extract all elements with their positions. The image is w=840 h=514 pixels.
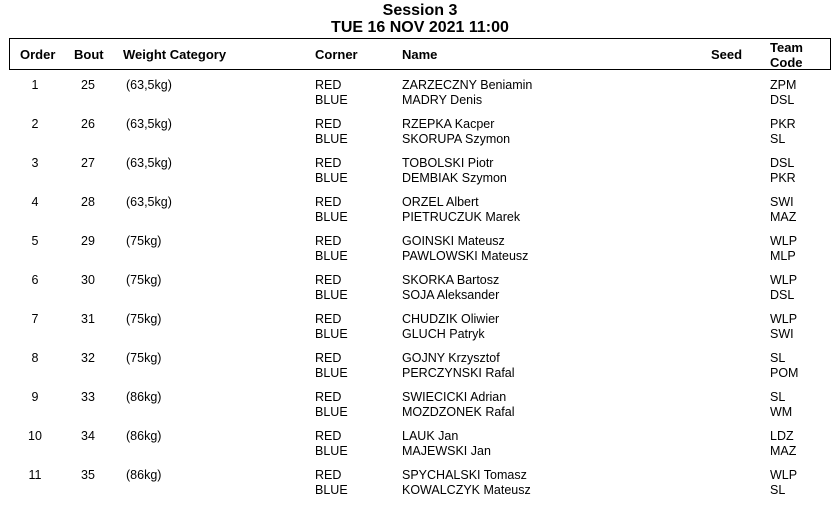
bout-order: 5 [31,234,39,248]
athlete-name-red: ZARZECZNY Beniamin [402,78,533,92]
table-row [0,351,840,383]
corner-red: RED [315,234,342,248]
column-header-seed: Seed [711,47,743,62]
bout-order: 2 [31,117,39,131]
column-header-team-code [770,40,803,70]
team-code-red: WLP [770,312,798,326]
corner-blue: BLUE [315,327,348,341]
corner-red: RED [315,195,342,209]
team-code-red: WLP [770,468,798,482]
athlete-name-red: CHUDZIK Oliwier [402,312,500,326]
bout-number: 33 [81,390,95,404]
team-code-blue: MLP [770,249,796,263]
team-code-red: WLP [770,234,798,248]
athlete-name-blue: MADRY Denis [402,93,483,107]
corner-red: RED [315,312,342,326]
athlete-name-red: GOINSKI Mateusz [402,234,505,248]
table-row [0,390,840,422]
table-row [0,156,840,188]
corner-red: RED [315,429,342,443]
team-code-red: PKR [770,117,796,131]
table-row [0,78,840,110]
column-header-order: Order [20,47,56,62]
column-header-bout: Bout [74,47,104,62]
table-row [0,429,840,461]
bout-number: 29 [81,234,95,248]
team-code-red: SL [770,390,786,404]
bout-order: 1 [31,78,39,92]
corner-blue: BLUE [315,405,348,419]
athlete-name-blue: PAWLOWSKI Mateusz [402,249,529,263]
corner-red: RED [315,468,342,482]
team-code-red: DSL [770,156,795,170]
athlete-name-blue: PIETRUCZUK Marek [402,210,521,224]
team-code-blue: DSL [770,288,795,302]
weight-category: (86kg) [126,429,162,443]
bout-number: 26 [81,117,95,131]
team-code-blue: DSL [770,93,795,107]
bout-number: 34 [81,429,95,443]
team-code-red: SL [770,351,786,365]
corner-red: RED [315,78,342,92]
column-header-corner: Corner [315,47,358,62]
team-code-red: LDZ [770,429,794,443]
bout-order: 4 [31,195,39,209]
corner-red: RED [315,351,342,365]
bout-order: 8 [31,351,39,365]
corner-red: RED [315,117,342,131]
table-header [9,38,831,70]
table-row [0,234,840,266]
team-code-blue: PKR [770,171,796,185]
athlete-name-red: SPYCHALSKI Tomasz [402,468,527,482]
athlete-name-blue: SKORUPA Szymon [402,132,511,146]
team-code-blue: SL [770,132,786,146]
session-datetime: TUE 16 NOV 2021 11:00 [331,19,509,36]
bout-number: 28 [81,195,95,209]
corner-blue: BLUE [315,483,348,497]
table-row [0,312,840,344]
athlete-name-red: GOJNY Krzysztof [402,351,500,365]
team-code-red: ZPM [770,78,797,92]
athlete-name-red: SWIECICKI Adrian [402,390,507,404]
team-code-blue: WM [770,405,793,419]
corner-blue: BLUE [315,249,348,263]
weight-category: (63,5kg) [126,156,172,170]
team-code-blue: POM [770,366,799,380]
team-code-red: SWI [770,195,794,209]
team-code-blue: SWI [770,327,794,341]
weight-category: (75kg) [126,234,162,248]
session-title: Session 3 [382,2,458,19]
athlete-name-blue: MAJEWSKI Jan [402,444,491,458]
bout-order: 7 [31,312,39,326]
bout-order: 10 [28,429,42,443]
bout-number: 35 [81,468,95,482]
weight-category: (75kg) [126,312,162,326]
corner-blue: BLUE [315,132,348,146]
weight-category: (63,5kg) [126,117,172,131]
athlete-name-blue: MOZDZONEK Rafal [402,405,515,419]
corner-red: RED [315,156,342,170]
corner-blue: BLUE [315,288,348,302]
athlete-name-red: LAUK Jan [402,429,459,443]
weight-category: (63,5kg) [126,78,172,92]
corner-blue: BLUE [315,444,348,458]
column-header-team-line2: Code [770,55,803,70]
athlete-name-blue: PERCZYNSKI Rafal [402,366,515,380]
weight-category: (63,5kg) [126,195,172,209]
bout-order: 6 [31,273,39,287]
column-header-team-line1: Team [770,40,803,55]
bout-order: 11 [28,468,42,482]
column-header-name: Name [402,47,438,62]
weight-category: (86kg) [126,390,162,404]
column-header-weight-category: Weight Category [123,47,227,62]
corner-blue: BLUE [315,171,348,185]
athlete-name-red: ORZEL Albert [402,195,479,209]
team-code-blue: SL [770,483,786,497]
bout-number: 27 [81,156,95,170]
bout-order: 9 [31,390,39,404]
athlete-name-blue: DEMBIAK Szymon [402,171,507,185]
weight-category: (86kg) [126,468,162,482]
table-row [0,273,840,305]
corner-red: RED [315,273,342,287]
table-row [0,468,840,500]
bout-number: 25 [81,78,95,92]
table-row [0,117,840,149]
athlete-name-red: RZEPKA Kacper [402,117,495,131]
corner-blue: BLUE [315,210,348,224]
team-code-red: WLP [770,273,798,287]
bout-number: 30 [81,273,95,287]
corner-blue: BLUE [315,93,348,107]
athlete-name-blue: SOJA Aleksander [402,288,500,302]
athlete-name-red: SKORKA Bartosz [402,273,500,287]
bout-number: 31 [81,312,95,326]
team-code-blue: MAZ [770,210,797,224]
weight-category: (75kg) [126,273,162,287]
bout-number: 32 [81,351,95,365]
weight-category: (75kg) [126,351,162,365]
athlete-name-blue: KOWALCZYK Mateusz [402,483,531,497]
bout-order: 3 [31,156,39,170]
team-code-blue: MAZ [770,444,797,458]
corner-blue: BLUE [315,366,348,380]
table-row [0,195,840,227]
athlete-name-red: TOBOLSKI Piotr [402,156,494,170]
athlete-name-blue: GLUCH Patryk [402,327,485,341]
corner-red: RED [315,390,342,404]
